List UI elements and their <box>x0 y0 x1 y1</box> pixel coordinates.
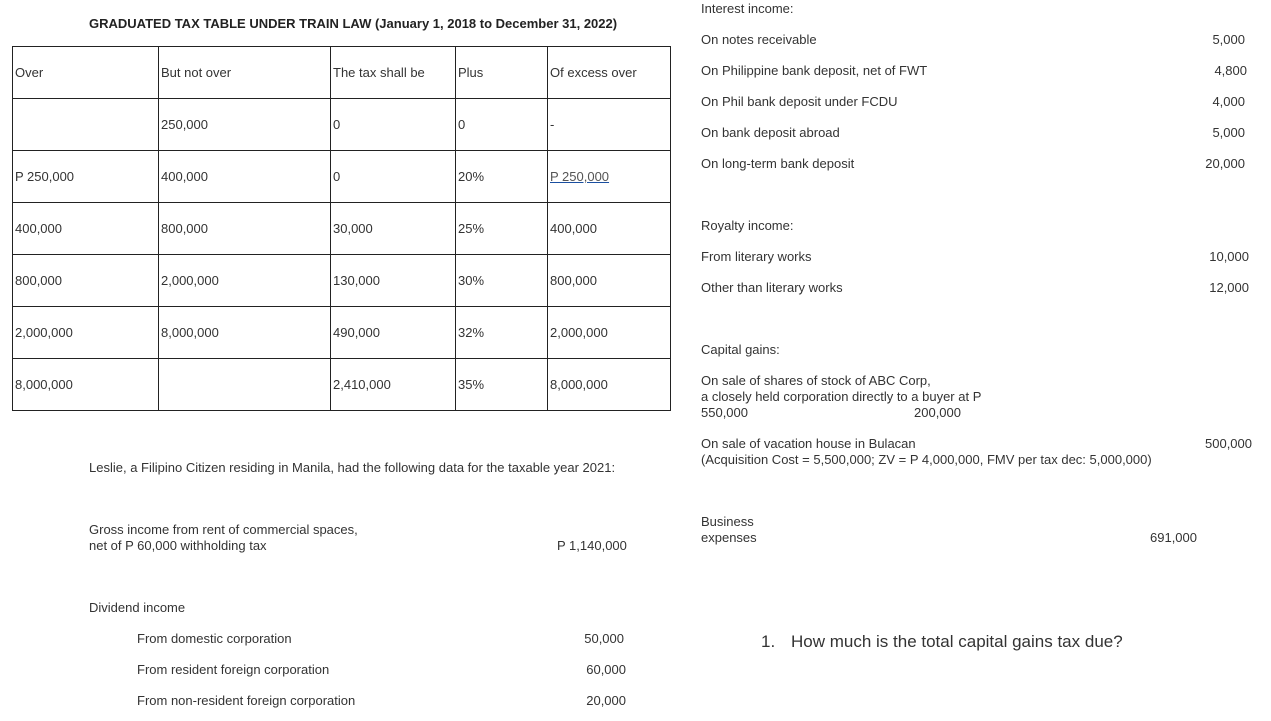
cell-tax-shall-be: 0 <box>331 151 456 203</box>
interest-amount: 20,000 <box>1205 156 1245 171</box>
dividend-heading: Dividend income <box>89 600 186 615</box>
cell-plus: 20% <box>456 151 548 203</box>
interest-label: On Phil bank deposit under FCDU <box>701 94 898 109</box>
shares-sale-line2: a closely held corporation directly to a buyer at P <box>701 389 982 404</box>
cell-plus: 25% <box>456 203 548 255</box>
cell-plus: 30% <box>456 255 548 307</box>
cell-but-not-over: 400,000 <box>159 151 331 203</box>
cell-plus: 0 <box>456 99 548 151</box>
cell-excess-over: - <box>548 99 671 151</box>
cell-over: P 250,000 <box>13 151 159 203</box>
dividend-label: From resident foreign corporation <box>137 662 330 677</box>
table-header-row <box>13 47 671 99</box>
shares-gain-amount: 200,000 <box>914 405 961 420</box>
royalty-label: Other than literary works <box>701 280 843 295</box>
cell-plus: 32% <box>456 307 548 359</box>
house-sale-amount: 500,000 <box>1205 436 1252 451</box>
cell-over <box>13 99 159 151</box>
header-but-not-over: But not over <box>159 47 331 99</box>
table-row <box>13 99 671 151</box>
business-label-line2: expenses <box>701 530 757 545</box>
dividend-label: From non-resident foreign corporation <box>137 693 356 708</box>
interest-heading: Interest income: <box>701 1 794 16</box>
dividend-amount: 50,000 <box>584 631 624 646</box>
table-row <box>13 151 671 203</box>
tax-table <box>12 46 671 411</box>
table-row <box>13 203 671 255</box>
capital-gains-heading: Capital gains: <box>701 342 780 357</box>
royalty-amount: 10,000 <box>1209 249 1249 264</box>
tax-table-body <box>13 47 671 411</box>
cell-excess-over: 800,000 <box>548 255 671 307</box>
cell-over: 800,000 <box>13 255 159 307</box>
question-number: 1. <box>761 632 776 651</box>
interest-amount: 4,000 <box>1212 94 1245 109</box>
cell-over: 400,000 <box>13 203 159 255</box>
cell-excess-over: 8,000,000 <box>548 359 671 411</box>
dividend-amount: 60,000 <box>586 662 626 677</box>
table-title: GRADUATED TAX TABLE UNDER TRAIN LAW (January 1, 2018 to December 31, 2022) <box>89 16 618 31</box>
table-row <box>13 307 671 359</box>
rent-label-line2: net of P 60,000 withholding tax <box>89 538 267 553</box>
table-row <box>13 255 671 307</box>
cell-tax-shall-be: 130,000 <box>331 255 456 307</box>
question-text: How much is the total capital gains tax due? <box>791 632 1123 651</box>
cell-but-not-over <box>159 359 331 411</box>
dividend-amount: 20,000 <box>586 693 626 708</box>
intro-text: Leslie, a Filipino Citizen residing in Manila, had the following data for the taxable year 2021: <box>89 460 616 475</box>
royalty-heading: Royalty income: <box>701 218 794 233</box>
shares-sale-price: 550,000 <box>701 405 748 420</box>
interest-amount: 5,000 <box>1212 32 1245 47</box>
royalty-amount: 12,000 <box>1209 280 1249 295</box>
cell-tax-shall-be: 2,410,000 <box>331 359 456 411</box>
cell-plus: 35% <box>456 359 548 411</box>
cell-tax-shall-be: 30,000 <box>331 203 456 255</box>
business-label-line1: Business <box>701 514 754 529</box>
royalty-label: From literary works <box>701 249 812 264</box>
cell-over: 2,000,000 <box>13 307 159 359</box>
house-sale-line2: (Acquisition Cost = 5,500,000; ZV = P 4,000,000, FMV per tax dec: 5,000,000) <box>701 452 1152 467</box>
cell-excess-over: 400,000 <box>548 203 671 255</box>
cell-over: 8,000,000 <box>13 359 159 411</box>
cell-but-not-over: 2,000,000 <box>159 255 331 307</box>
cell-tax-shall-be: 490,000 <box>331 307 456 359</box>
cell-but-not-over: 250,000 <box>159 99 331 151</box>
cell-excess-over <box>548 151 671 203</box>
cell-excess-over: 2,000,000 <box>548 307 671 359</box>
interest-label: On long-term bank deposit <box>701 156 855 171</box>
underlined-value: P 250,000 <box>550 169 610 184</box>
interest-amount: 5,000 <box>1212 125 1245 140</box>
header-excess-over: Of excess over <box>548 47 671 99</box>
header-tax-shall-be: The tax shall be <box>331 47 456 99</box>
rent-label-line1: Gross income from rent of commercial spaces, <box>89 522 358 537</box>
header-over: Over <box>13 47 159 99</box>
cell-but-not-over: 8,000,000 <box>159 307 331 359</box>
house-sale-line1: On sale of vacation house in Bulacan <box>701 436 916 451</box>
business-amount: 691,000 <box>1150 530 1197 545</box>
interest-label: On bank deposit abroad <box>701 125 840 140</box>
header-plus: Plus <box>456 47 548 99</box>
dividend-label: From domestic corporation <box>137 631 292 646</box>
cell-tax-shall-be: 0 <box>331 99 456 151</box>
rent-amount: P 1,140,000 <box>557 538 627 553</box>
shares-sale-line1: On sale of shares of stock of ABC Corp, <box>701 373 931 388</box>
cell-but-not-over: 800,000 <box>159 203 331 255</box>
interest-amount: 4,800 <box>1214 63 1247 78</box>
interest-label: On notes receivable <box>701 32 817 47</box>
table-row <box>13 359 671 411</box>
interest-label: On Philippine bank deposit, net of FWT <box>701 63 928 78</box>
